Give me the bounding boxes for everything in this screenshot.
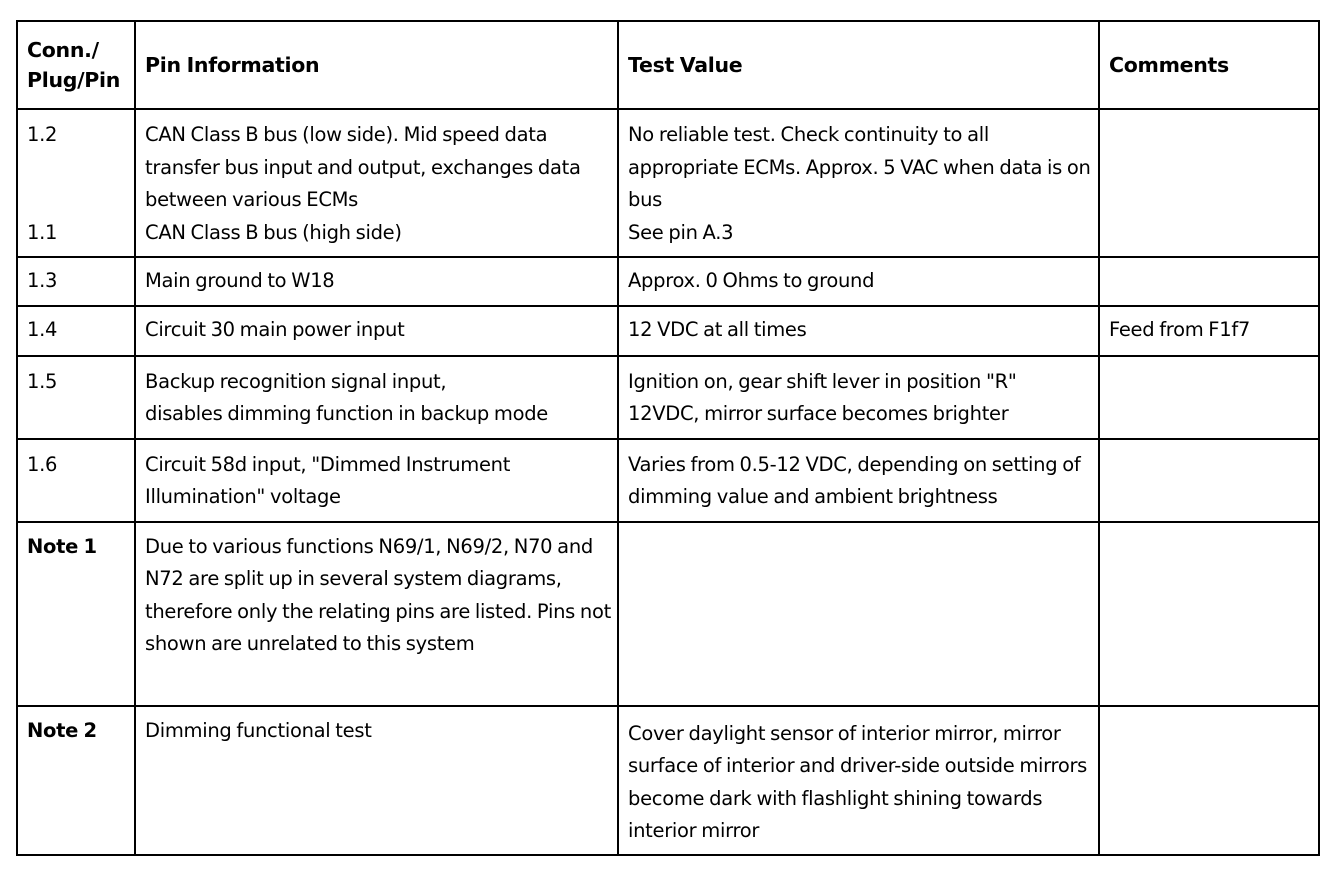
header-pin-information: Pin Information [135,21,618,109]
test-value-cell [618,522,1099,706]
table-row-can-bus [17,109,1319,257]
note-label: Note 2 [17,706,135,855]
header-test-value: Test Value [618,21,1099,109]
note-text: Dimming functional test [135,706,618,855]
header-plug-pin-label: Plug/Pin [27,68,121,92]
pin-info-text: Circuit 58d input, "Dimmed Instrument Illumination" voltage [135,439,618,522]
header-conn-label: Conn./ [27,38,99,62]
test-value-text: 12 VDC at all times [618,306,1099,356]
test-value-text: Varies from 0.5-12 VDC, depending on setting of dimming value and ambient brightness [618,439,1099,522]
table-row [17,439,1319,522]
comments-cell [1099,522,1319,706]
pin-info-text: Backup recognition signal input, [145,369,447,393]
pin-information-table [16,20,1320,856]
pin-info-text: disables dimming function in backup mode [145,402,549,425]
pin-id: 1.3 [17,257,135,307]
test-value-text: 12VDC, mirror surface becomes brighter [628,402,1009,425]
test-value-text: Ignition on, gear shift lever in position "R" [628,369,1017,393]
pin-info-cell [135,109,618,257]
pin-id: 1.2 [27,123,58,146]
table-header [17,21,1319,109]
note-label: Note 1 [17,522,135,706]
table-row [17,356,1319,439]
comments-cell [1099,109,1319,257]
test-value-cell [618,356,1099,439]
test-value-text: No reliable test. Check continuity to all appropriate ECMs. Approx. 5 VAC when data is on bus [628,123,1091,211]
test-value-text: Approx. 0 Ohms to ground [618,257,1099,307]
comments-cell [1099,356,1319,439]
table-row-note-1 [17,522,1319,706]
pin-info-text: CAN Class B bus (high side) [145,221,402,244]
header-row [17,21,1319,109]
pin-id: 1.5 [17,356,135,439]
comments-cell [1099,706,1319,855]
pin-info-text: CAN Class B bus (low side). Mid speed data transfer bus input and output, exchanges data between various ECMs [145,123,581,211]
comments-text: Feed from F1f7 [1099,306,1319,356]
table-row [17,306,1319,356]
pin-id: 1.6 [17,439,135,522]
note-text: Due to various functions N69/1, N69/2, N70 and N72 are split up in several system diagrams, therefore only the relating pins are listed. Pins not shown are unrelated to this system [135,522,618,706]
comments-cell [1099,439,1319,522]
table-row-note-2 [17,706,1319,855]
comments-cell [1099,257,1319,307]
pin-id: 1.4 [17,306,135,356]
test-value-text: See pin A.3 [628,221,734,244]
header-comments: Comments [1099,21,1319,109]
table-row [17,257,1319,307]
test-value-text: Cover daylight sensor of interior mirror, mirror surface of interior and driver-side outside mirrors become dark with flashlight shining towards interior mirror [618,706,1099,855]
pin-info-text: Circuit 30 main power input [135,306,618,356]
pin-id: 1.1 [27,220,58,244]
table-body [17,109,1319,855]
pin-info-text: Main ground to W18 [135,257,618,307]
pin-cell [17,109,135,257]
spacer [27,152,128,217]
pin-info-cell [135,356,618,439]
header-conn-plug-pin [17,21,135,109]
test-value-cell [618,109,1099,257]
